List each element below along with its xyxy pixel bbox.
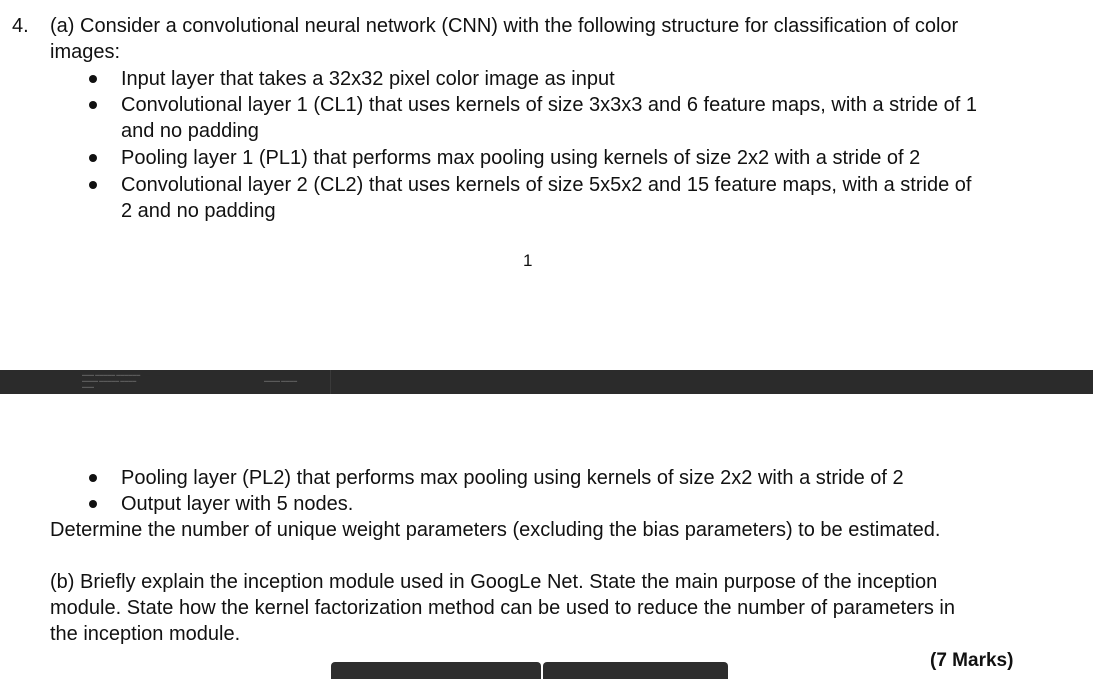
divider-placeholder-text: ▬▬▬ ▬▬▬▬▬ ▬▬▬▬▬▬ xyxy=(82,372,141,377)
bullet-pl1: Pooling layer 1 (PL1) that performs max pooling using kernels of size 2x2 with a stride of 2 xyxy=(121,147,921,169)
bullet-input-layer: Input layer that takes a 32x32 pixel color image as input xyxy=(121,68,615,90)
page-number: 1 xyxy=(523,251,533,270)
divider-placeholder-text: ▬▬▬ xyxy=(82,384,94,389)
bullet-output-layer: Output layer with 5 nodes. xyxy=(121,493,354,515)
bullet-cl2-line2: 2 and no padding xyxy=(121,200,276,222)
bottom-tab-right[interactable] xyxy=(543,662,728,679)
part-a-intro-line1: (a) Consider a convolutional neural network (CNN) with the following structure for classification of color xyxy=(50,15,959,37)
bullet-cl1-line1: Convolutional layer 1 (CL1) that uses kernels of size 3x3x3 and 6 feature maps, with a stride of 1 xyxy=(121,94,978,116)
bullet-icon xyxy=(89,474,97,482)
bullet-icon xyxy=(89,75,97,83)
marks-label: (7 Marks) xyxy=(930,650,1014,671)
part-b-line3: the inception module. xyxy=(50,623,241,645)
part-a-task: Determine the number of unique weight parameters (excluding the bias parameters) to be estimated. xyxy=(50,519,941,541)
divider-separator xyxy=(330,370,331,394)
question-number: 4. xyxy=(12,15,29,37)
part-b-line1: (b) Briefly explain the inception module used in GoogLe Net. State the main purpose of the inception xyxy=(50,571,938,593)
bullet-icon xyxy=(89,154,97,162)
bullet-icon xyxy=(89,500,97,508)
bullet-cl2-line1: Convolutional layer 2 (CL2) that uses kernels of size 5x5x2 and 15 feature maps, with a stride of xyxy=(121,174,972,196)
bullet-icon xyxy=(89,181,97,189)
bullet-cl1-line2: and no padding xyxy=(121,120,259,142)
divider-placeholder-text: ▬▬▬▬ ▬▬▬▬▬ ▬▬▬▬ xyxy=(82,378,137,383)
part-a-intro-line2: images: xyxy=(50,41,121,63)
page-divider xyxy=(0,370,1093,394)
bullet-icon xyxy=(89,101,97,109)
page-2 xyxy=(0,394,1093,679)
divider-placeholder-text: ▬▬▬▬ ▬▬▬▬ xyxy=(264,378,298,383)
part-b-line2: module. State how the kernel factorization method can be used to reduce the number of parameters in xyxy=(50,597,955,619)
bullet-pl2: Pooling layer (PL2) that performs max pooling using kernels of size 2x2 with a stride of 2 xyxy=(121,467,904,489)
bottom-tab-left[interactable] xyxy=(331,662,541,679)
